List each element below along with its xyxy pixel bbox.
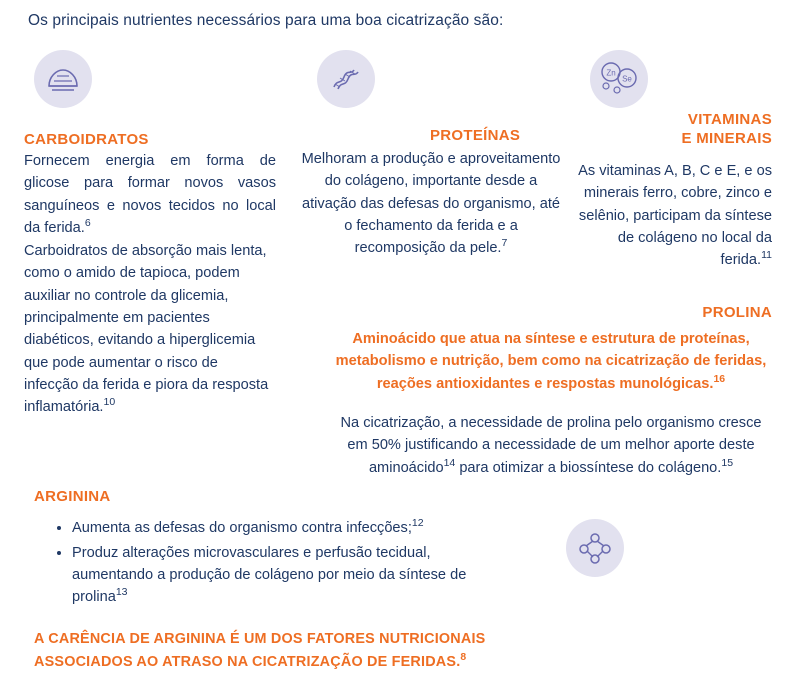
heading-prolina: PROLINA bbox=[702, 304, 772, 321]
prolina-highlight bbox=[330, 328, 772, 395]
footer-note-line-1: A CARÊNCIA DE ARGININA É UM DOS FATORES NUTRICIONAIS bbox=[34, 631, 486, 647]
footer-note-ref: 8 bbox=[460, 652, 467, 664]
prolina-paragraph bbox=[330, 412, 772, 479]
heading-vitaminas-minerais bbox=[672, 110, 772, 148]
footer-note-line-2: ASSOCIADOS AO ATRASO NA CICATRIZAÇÃO DE FERIDAS. bbox=[34, 654, 461, 671]
vitaminas-minerais-paragraph-text: As vitaminas A, B, C e E, e os minerais ferro, cobre, zinco e selênio, participam da síntese de colágeno no local da ferida. bbox=[578, 163, 772, 269]
arginina-bullet-2-ref: 13 bbox=[115, 585, 128, 598]
minerals-zinc-selenium-icon bbox=[590, 50, 648, 108]
proteinas-paragraph-text: Melhoram a produção e aproveitamento do colágeno, importante desde a ativação das defesas do organismo, até o fechamento da ferida e a recomposição da pele. bbox=[301, 151, 561, 257]
carboidratos-paragraph-1-text: Fornecem energia em forma de glicose para formar novos vasos sanguíneos e novos tecidos no local da ferida. bbox=[24, 153, 276, 236]
prolina-paragraph-part-2: para otimizar a biossíntese do colágeno. bbox=[455, 459, 722, 476]
carboidratos-paragraph-1-ref: 6 bbox=[84, 217, 91, 230]
proteinas-paragraph bbox=[300, 148, 562, 260]
heading-arginina: ARGININA bbox=[34, 488, 111, 505]
carboidratos-paragraph-2 bbox=[24, 240, 276, 419]
carbohydrate-scoop-icon bbox=[34, 50, 92, 108]
svg-text:Se: Se bbox=[622, 74, 632, 84]
list-item bbox=[72, 518, 500, 540]
intro-text: Os principais nutrientes necessários para uma boa cicatrização são: bbox=[28, 12, 504, 29]
vitaminas-minerais-paragraph-ref: 11 bbox=[761, 249, 772, 262]
carboidratos-paragraph-1 bbox=[24, 150, 276, 239]
prolina-paragraph-ref-2: 15 bbox=[721, 456, 734, 469]
arginina-bullet-1-text: Aumenta as defesas do organismo contra infecções; bbox=[72, 520, 412, 536]
heading-proteinas: PROTEÍNAS bbox=[430, 127, 521, 144]
arginina-bullet-2-text: Produz alterações microvasculares e perfusão tecidual, aumentando a produção de colágeno por meio da síntese de prolina bbox=[72, 544, 467, 605]
prolina-highlight-ref: 16 bbox=[713, 372, 726, 385]
footer-note bbox=[34, 628, 734, 674]
proteinas-paragraph-ref: 7 bbox=[501, 237, 508, 250]
prolina-highlight-text: Aminoácido que atua na síntese e estrutura de proteínas, metabolismo e nutrição, bem como na cicatrização de feridas, reações antioxidantes e respostas munológicas. bbox=[335, 331, 767, 392]
heading-vitaminas-line-2: E MINERAIS bbox=[681, 130, 772, 148]
arginina-bullet-1-ref: 12 bbox=[411, 517, 424, 530]
heading-carboidratos: CARBOIDRATOS bbox=[24, 131, 149, 148]
svg-text:Zn: Zn bbox=[606, 68, 616, 78]
carboidratos-paragraph-2-text: Carboidratos de absorção mais lenta, como o amido de tapioca, podem auxiliar no controle da glicemia, principalmente em pacientes diabéticos, evitando a hiperglicemia que pode aumentar o risco de infecção da ferida e piora da resposta inflamatória. bbox=[24, 243, 269, 416]
list-item bbox=[72, 543, 500, 609]
heading-vitaminas-line-1: VITAMINAS bbox=[687, 111, 772, 128]
prolina-paragraph-part-1: Na cicatrização, a necessidade de prolina pelo organismo cresce em 50% justificando a necessidade de um melhor aporte deste aminoácido bbox=[340, 415, 762, 476]
molecule-nodes-icon bbox=[566, 519, 624, 577]
prolina-paragraph-ref-1: 14 bbox=[443, 456, 456, 469]
vitaminas-minerais-paragraph bbox=[574, 160, 772, 272]
carboidratos-paragraph-2-ref: 10 bbox=[103, 396, 116, 409]
arginina-bullet-list bbox=[50, 518, 500, 612]
protein-chain-icon bbox=[317, 50, 375, 108]
